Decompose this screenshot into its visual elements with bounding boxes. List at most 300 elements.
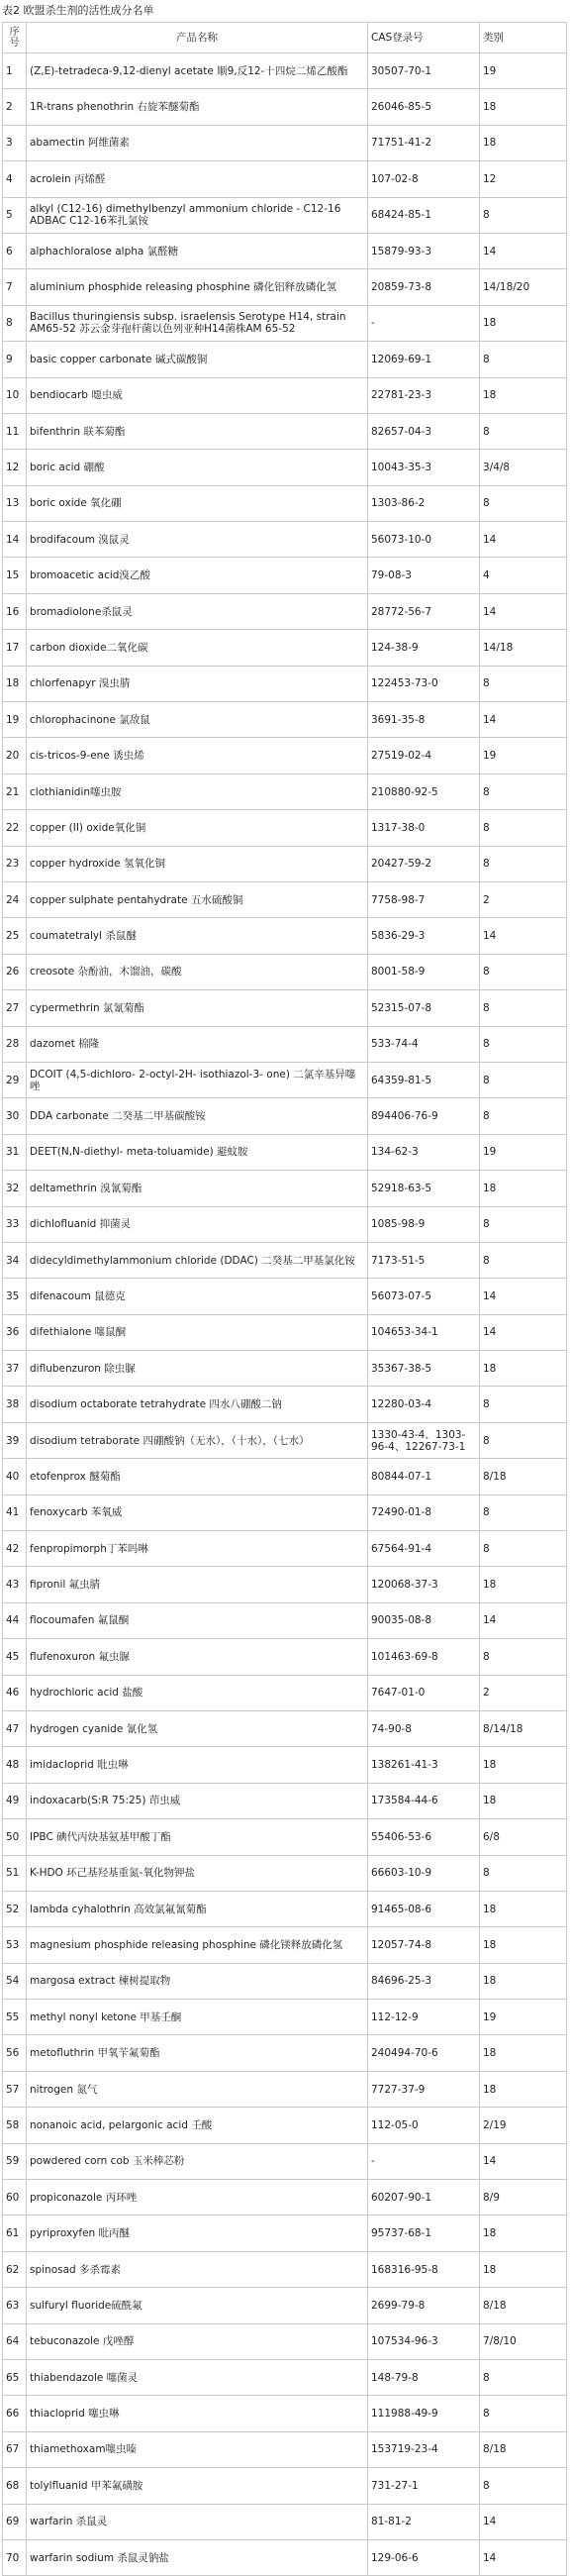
- cas-number: 30507-70-1: [368, 53, 480, 89]
- cas-number: 84696-25-3: [368, 1963, 480, 1999]
- table-row: [3, 1242, 567, 1278]
- row-number: 6: [3, 233, 27, 268]
- cas-number: 7758-98-7: [368, 881, 480, 917]
- category: 8: [480, 990, 567, 1026]
- row-number: 29: [3, 1062, 27, 1097]
- table-row: [3, 1639, 567, 1675]
- cas-number: 173584-44-6: [368, 1783, 480, 1818]
- row-number: 56: [3, 2035, 27, 2071]
- product-name: difenacoum 鼠德克: [27, 1279, 368, 1314]
- product-name: nonanoic acid, pelargonic acid 壬酸: [27, 2108, 368, 2143]
- cas-number: 8001-58-9: [368, 954, 480, 989]
- category: 14/18/20: [480, 269, 567, 305]
- row-number: 19: [3, 702, 27, 738]
- table-row: [3, 1531, 567, 1567]
- category: 14: [480, 1602, 567, 1638]
- product-name: flocoumafen 氟鼠酮: [27, 1602, 368, 1638]
- row-number: 27: [3, 990, 27, 1026]
- product-name: didecyldimethylammonium chloride (DDAC) 二癸基二甲基氯化铵: [27, 1242, 368, 1278]
- row-number: 30: [3, 1098, 27, 1134]
- product-name: hydrogen cyanide 氰化氢: [27, 1710, 368, 1746]
- table-row: [3, 1314, 567, 1350]
- cas-number: 112-12-9: [368, 2000, 480, 2035]
- table-row: [3, 305, 567, 341]
- cas-number: 1330-43-4、1303-96-4、12267-73-1: [368, 1422, 480, 1458]
- table-row: [3, 2071, 567, 2107]
- row-number: 55: [3, 2000, 27, 2035]
- category: 8: [480, 1062, 567, 1097]
- category: 8: [480, 2360, 567, 2396]
- category: 8/18: [480, 2288, 567, 2323]
- product-name: boric acid 硼酸: [27, 450, 368, 485]
- table-row: [3, 1747, 567, 1783]
- category: 19: [480, 2000, 567, 2035]
- product-name: 1R-trans phenothrin 右旋苯醚菊酯: [27, 89, 368, 125]
- category: 6/8: [480, 1819, 567, 1855]
- table-caption: 表2 欧盟杀生剂的活性成分名单: [2, 4, 154, 17]
- product-name: alkyl (C12-16) dimethylbenzyl ammonium chloride - C12-16 ADBAC C12-16苯扎氯铵: [27, 197, 368, 233]
- cas-number: 731-27-1: [368, 2468, 480, 2504]
- row-number: 16: [3, 593, 27, 629]
- row-number: 37: [3, 1351, 27, 1387]
- product-name: copper hydroxide 氢氧化铜: [27, 846, 368, 881]
- table-row: [3, 954, 567, 989]
- product-name: coumatetralyl 杀鼠醚: [27, 918, 368, 954]
- table-row: [3, 1927, 567, 1963]
- table-row: [3, 773, 567, 809]
- table-row: [3, 666, 567, 701]
- cas-number: 107534-96-3: [368, 2323, 480, 2359]
- cas-number: 240494-70-6: [368, 2035, 480, 2071]
- row-number: 24: [3, 881, 27, 917]
- product-name: thiamethoxam噻虫嗪: [27, 2431, 368, 2467]
- row-number: 9: [3, 342, 27, 377]
- table-row: [3, 2108, 567, 2143]
- category: 3/4/8: [480, 450, 567, 485]
- table-row: [3, 1026, 567, 1062]
- product-name: metofluthrin 甲氧苄氟菊酯: [27, 2035, 368, 2071]
- category: 2/19: [480, 2108, 567, 2143]
- header-no: 序号: [3, 23, 27, 53]
- product-name: lambda cyhalothrin 高效氯氟氰菊酯: [27, 1891, 368, 1926]
- table-row: [3, 593, 567, 629]
- category: 18: [480, 89, 567, 125]
- cas-number: 72490-01-8: [368, 1494, 480, 1530]
- active-substance-table: [2, 22, 567, 2576]
- category: 18: [480, 125, 567, 160]
- category: 14: [480, 233, 567, 268]
- cas-number: 81-81-2: [368, 2504, 480, 2539]
- table-row: [3, 522, 567, 558]
- table-row: [3, 2251, 567, 2287]
- category: 18: [480, 2071, 567, 2107]
- category: 8: [480, 1494, 567, 1530]
- category: 18: [480, 1783, 567, 1818]
- product-name: bromoacetic acid溴乙酸: [27, 558, 368, 593]
- table-row: [3, 485, 567, 521]
- product-name: fipronil 氟虫腈: [27, 1567, 368, 1602]
- table-row: [3, 1279, 567, 1314]
- cas-number: 20427-59-2: [368, 846, 480, 881]
- table-row: [3, 1459, 567, 1494]
- product-name: warfarin 杀鼠灵: [27, 2504, 368, 2539]
- product-name: margosa extract 楝树提取物: [27, 1963, 368, 1999]
- product-name: thiabendazole 噻菌灵: [27, 2360, 368, 2396]
- table-row: [3, 342, 567, 377]
- cas-number: 101463-69-8: [368, 1639, 480, 1675]
- table-row: [3, 990, 567, 1026]
- product-name: pyriproxyfen 吡丙醚: [27, 2215, 368, 2251]
- row-number: 31: [3, 1134, 27, 1170]
- cas-number: 122453-73-0: [368, 666, 480, 701]
- category: 14: [480, 1279, 567, 1314]
- row-number: 32: [3, 1171, 27, 1206]
- product-name: nitrogen 氮气: [27, 2071, 368, 2107]
- category: 14: [480, 2143, 567, 2179]
- category: 2: [480, 881, 567, 917]
- row-number: 3: [3, 125, 27, 160]
- table-row: [3, 1567, 567, 1602]
- category: 8: [480, 413, 567, 449]
- product-name: acrolein 丙烯醛: [27, 161, 368, 197]
- table-row: [3, 2215, 567, 2251]
- table-row: [3, 1855, 567, 1891]
- cas-number: 95737-68-1: [368, 2215, 480, 2251]
- cas-number: 5836-29-3: [368, 918, 480, 954]
- table-row: [3, 1963, 567, 1999]
- cas-number: 68424-85-1: [368, 197, 480, 233]
- row-number: 39: [3, 1422, 27, 1458]
- row-number: 60: [3, 2180, 27, 2215]
- cas-number: 2699-79-8: [368, 2288, 480, 2323]
- cas-number: 56073-10-0: [368, 522, 480, 558]
- category: 2: [480, 1675, 567, 1710]
- product-name: fenoxycarb 苯氧威: [27, 1494, 368, 1530]
- category: 8/9: [480, 2180, 567, 2215]
- row-number: 34: [3, 1242, 27, 1278]
- category: 8: [480, 1387, 567, 1422]
- table-row: [3, 1891, 567, 1926]
- row-number: 8: [3, 305, 27, 341]
- category: 18: [480, 1891, 567, 1926]
- cas-number: 55406-53-6: [368, 1819, 480, 1855]
- cas-number: 52918-63-5: [368, 1171, 480, 1206]
- product-name: fenpropimorph丁苯吗啉: [27, 1531, 368, 1567]
- product-name: alphachloralose alpha 氯醛糖: [27, 233, 368, 268]
- cas-number: -: [368, 305, 480, 341]
- table-row: [3, 2323, 567, 2359]
- table-row: [3, 53, 567, 89]
- row-number: 38: [3, 1387, 27, 1422]
- table-row: [3, 1422, 567, 1458]
- category: 18: [480, 2035, 567, 2071]
- row-number: 23: [3, 846, 27, 881]
- table-row: [3, 161, 567, 197]
- row-number: 45: [3, 1639, 27, 1675]
- category: 8/18: [480, 1459, 567, 1494]
- row-number: 40: [3, 1459, 27, 1494]
- product-name: boric oxide 氧化硼: [27, 485, 368, 521]
- product-name: sulfuryl fluoride硫酰氟: [27, 2288, 368, 2323]
- cas-number: 1303-86-2: [368, 485, 480, 521]
- cas-number: 82657-04-3: [368, 413, 480, 449]
- row-number: 26: [3, 954, 27, 989]
- cas-number: 27519-02-4: [368, 738, 480, 773]
- product-name: magnesium phosphide releasing phosphine 磷化镁释放磷化氢: [27, 1927, 368, 1963]
- product-name: spinosad 多杀霉素: [27, 2251, 368, 2287]
- category: 18: [480, 1927, 567, 1963]
- table-row: [3, 1710, 567, 1746]
- cas-number: 80844-07-1: [368, 1459, 480, 1494]
- cas-number: 28772-56-7: [368, 593, 480, 629]
- table-row: [3, 1134, 567, 1170]
- category: 4: [480, 558, 567, 593]
- category: 14: [480, 1314, 567, 1350]
- table-row: [3, 1171, 567, 1206]
- category: 8: [480, 197, 567, 233]
- category: 18: [480, 1567, 567, 1602]
- cas-number: 129-06-6: [368, 2539, 480, 2575]
- product-name: disodium tetraborate 四硼酸钠（无水），（十水），（七水）: [27, 1422, 368, 1458]
- category: 8: [480, 810, 567, 846]
- row-number: 18: [3, 666, 27, 701]
- product-name: DCOIT (4,5-dichloro- 2-octyl-2H- isothiazol-3- one) 二氯辛基异噻唑: [27, 1062, 368, 1097]
- product-name: carbon dioxide二氧化碳: [27, 630, 368, 666]
- cas-number: 104653-34-1: [368, 1314, 480, 1350]
- cas-number: 120068-37-3: [368, 1567, 480, 1602]
- product-name: indoxacarb(S:R 75:25) 茚虫威: [27, 1783, 368, 1818]
- cas-number: 138261-41-3: [368, 1747, 480, 1783]
- table-row: [3, 2180, 567, 2215]
- product-name: bendiocarb 噁虫威: [27, 377, 368, 413]
- row-number: 50: [3, 1819, 27, 1855]
- product-name: flufenoxuron 氟虫脲: [27, 1639, 368, 1675]
- row-number: 15: [3, 558, 27, 593]
- row-number: 48: [3, 1747, 27, 1783]
- table-row: [3, 2000, 567, 2035]
- cas-number: 56073-07-5: [368, 1279, 480, 1314]
- category: 8: [480, 1531, 567, 1567]
- table-header-row: [3, 23, 567, 53]
- table-row: [3, 2539, 567, 2575]
- cas-number: -: [368, 2143, 480, 2179]
- row-number: 64: [3, 2323, 27, 2359]
- table-row: [3, 2431, 567, 2467]
- row-number: 2: [3, 89, 27, 125]
- product-name: chlorophacinone 氯敌鼠: [27, 702, 368, 738]
- row-number: 70: [3, 2539, 27, 2575]
- product-name: bromadiolone杀鼠灵: [27, 593, 368, 629]
- row-number: 46: [3, 1675, 27, 1710]
- cas-number: 1085-98-9: [368, 1206, 480, 1242]
- category: 8: [480, 1422, 567, 1458]
- product-name: (Z,E)-tetradeca-9,12-dienyl acetate 顺9,反12-十四烷二烯乙酸酯: [27, 53, 368, 89]
- product-name: bifenthrin 联苯菊酯: [27, 413, 368, 449]
- product-name: propiconazole 丙环唑: [27, 2180, 368, 2215]
- row-number: 68: [3, 2468, 27, 2504]
- product-name: thiacloprid 噻虫啉: [27, 2396, 368, 2431]
- cas-number: 74-90-8: [368, 1710, 480, 1746]
- product-name: tolylfluanid 甲苯氟磺胺: [27, 2468, 368, 2504]
- row-number: 1: [3, 53, 27, 89]
- header-name: 产品名称: [27, 23, 368, 53]
- row-number: 49: [3, 1783, 27, 1818]
- category: 18: [480, 2251, 567, 2287]
- product-name: dazomet 棉隆: [27, 1026, 368, 1062]
- row-number: 44: [3, 1602, 27, 1638]
- product-name: copper sulphate pentahydrate 五水硫酸铜: [27, 881, 368, 917]
- row-number: 61: [3, 2215, 27, 2251]
- table-row: [3, 1351, 567, 1387]
- table-row: [3, 1783, 567, 1818]
- product-name: methyl nonyl ketone 甲基壬酮: [27, 2000, 368, 2035]
- product-name: basic copper carbonate 碱式碳酸铜: [27, 342, 368, 377]
- category: 8: [480, 2396, 567, 2431]
- row-number: 69: [3, 2504, 27, 2539]
- category: 14: [480, 522, 567, 558]
- table-row: [3, 1387, 567, 1422]
- cas-number: 10043-35-3: [368, 450, 480, 485]
- table-row: [3, 558, 567, 593]
- row-number: 35: [3, 1279, 27, 1314]
- product-name: chlorfenapyr 溴虫腈: [27, 666, 368, 701]
- table-row: [3, 738, 567, 773]
- category: 19: [480, 738, 567, 773]
- product-name: powdered corn cob 玉米棒芯粉: [27, 2143, 368, 2179]
- category: 8: [480, 666, 567, 701]
- cas-number: 111988-49-9: [368, 2396, 480, 2431]
- product-name: K-HDO 环己基羟基重氮-氧化物钾盐: [27, 1855, 368, 1891]
- category: 18: [480, 1171, 567, 1206]
- cas-number: 107-02-8: [368, 161, 480, 197]
- row-number: 43: [3, 1567, 27, 1602]
- table-row: [3, 413, 567, 449]
- row-number: 47: [3, 1710, 27, 1746]
- table-row: [3, 1062, 567, 1097]
- table-row: [3, 1602, 567, 1638]
- row-number: 13: [3, 485, 27, 521]
- row-number: 17: [3, 630, 27, 666]
- category: 8: [480, 1639, 567, 1675]
- row-number: 42: [3, 1531, 27, 1567]
- category: 14: [480, 593, 567, 629]
- product-name: warfarin sodium 杀鼠灵钠盐: [27, 2539, 368, 2575]
- cas-number: 124-38-9: [368, 630, 480, 666]
- row-number: 20: [3, 738, 27, 773]
- cas-number: 67564-91-4: [368, 1531, 480, 1567]
- cas-number: 7647-01-0: [368, 1675, 480, 1710]
- cas-number: 894406-76-9: [368, 1098, 480, 1134]
- product-name: clothianidin噻虫胺: [27, 773, 368, 809]
- category: 8: [480, 773, 567, 809]
- category: 14: [480, 2539, 567, 2575]
- row-number: 65: [3, 2360, 27, 2396]
- category: 8: [480, 1098, 567, 1134]
- category: 18: [480, 377, 567, 413]
- product-name: dichlofluanid 抑菌灵: [27, 1206, 368, 1242]
- cas-number: 35367-38-5: [368, 1351, 480, 1387]
- table-row: [3, 269, 567, 305]
- row-number: 22: [3, 810, 27, 846]
- table-row: [3, 1206, 567, 1242]
- cas-number: 12069-69-1: [368, 342, 480, 377]
- cas-number: 210880-92-5: [368, 773, 480, 809]
- cas-number: 26046-85-5: [368, 89, 480, 125]
- category: 8: [480, 954, 567, 989]
- cas-number: 153719-23-4: [368, 2431, 480, 2467]
- category: 12: [480, 161, 567, 197]
- row-number: 14: [3, 522, 27, 558]
- row-number: 21: [3, 773, 27, 809]
- cas-number: 15879-93-3: [368, 233, 480, 268]
- category: 19: [480, 53, 567, 89]
- row-number: 41: [3, 1494, 27, 1530]
- table-row: [3, 1675, 567, 1710]
- row-number: 67: [3, 2431, 27, 2467]
- cas-number: 148-79-8: [368, 2360, 480, 2396]
- row-number: 54: [3, 1963, 27, 1999]
- table-row: [3, 2396, 567, 2431]
- category: 18: [480, 1963, 567, 1999]
- table-row: [3, 125, 567, 160]
- product-name: diflubenzuron 除虫脲: [27, 1351, 368, 1387]
- category: 8: [480, 2468, 567, 2504]
- row-number: 12: [3, 450, 27, 485]
- cas-number: 64359-81-5: [368, 1062, 480, 1097]
- category: 18: [480, 305, 567, 341]
- cas-number: 79-08-3: [368, 558, 480, 593]
- category: 19: [480, 1134, 567, 1170]
- category: 8: [480, 485, 567, 521]
- category: 8: [480, 1206, 567, 1242]
- category: 8: [480, 1026, 567, 1062]
- product-name: Bacillus thuringiensis subsp. israelensis Serotype H14, strain AM65-52 苏云金芽孢杆菌以色列亚种H14菌株AM 65-52: [27, 305, 368, 341]
- category: 8: [480, 342, 567, 377]
- product-name: copper (II) oxide氧化铜: [27, 810, 368, 846]
- row-number: 5: [3, 197, 27, 233]
- header-cas: CAS登录号: [368, 23, 480, 53]
- table-row: [3, 810, 567, 846]
- table-body: [3, 53, 567, 2576]
- table-row: [3, 2468, 567, 2504]
- table-row: [3, 89, 567, 125]
- product-name: imidacloprid 吡虫啉: [27, 1747, 368, 1783]
- category: 14: [480, 702, 567, 738]
- cas-number: 7727-37-9: [368, 2071, 480, 2107]
- product-name: deltamethrin 溴氰菊酯: [27, 1171, 368, 1206]
- category: 8/14/18: [480, 1710, 567, 1746]
- product-name: aluminium phosphide releasing phosphine 磷化铝释放磷化氢: [27, 269, 368, 305]
- header-class: 类别: [480, 23, 567, 53]
- cas-number: 3691-35-8: [368, 702, 480, 738]
- table-row: [3, 1494, 567, 1530]
- product-name: DEET(N,N-diethyl- meta-toluamide) 避蚊胺: [27, 1134, 368, 1170]
- category: 18: [480, 1351, 567, 1387]
- table-row: [3, 2143, 567, 2179]
- table-row: [3, 450, 567, 485]
- row-number: 11: [3, 413, 27, 449]
- row-number: 25: [3, 918, 27, 954]
- cas-number: 134-62-3: [368, 1134, 480, 1170]
- table-row: [3, 1819, 567, 1855]
- row-number: 62: [3, 2251, 27, 2287]
- row-number: 4: [3, 161, 27, 197]
- product-name: difethialone 噻鼠酮: [27, 1314, 368, 1350]
- row-number: 57: [3, 2071, 27, 2107]
- table-row: [3, 233, 567, 268]
- product-name: cypermethrin 氯氰菊酯: [27, 990, 368, 1026]
- category: 14/18: [480, 630, 567, 666]
